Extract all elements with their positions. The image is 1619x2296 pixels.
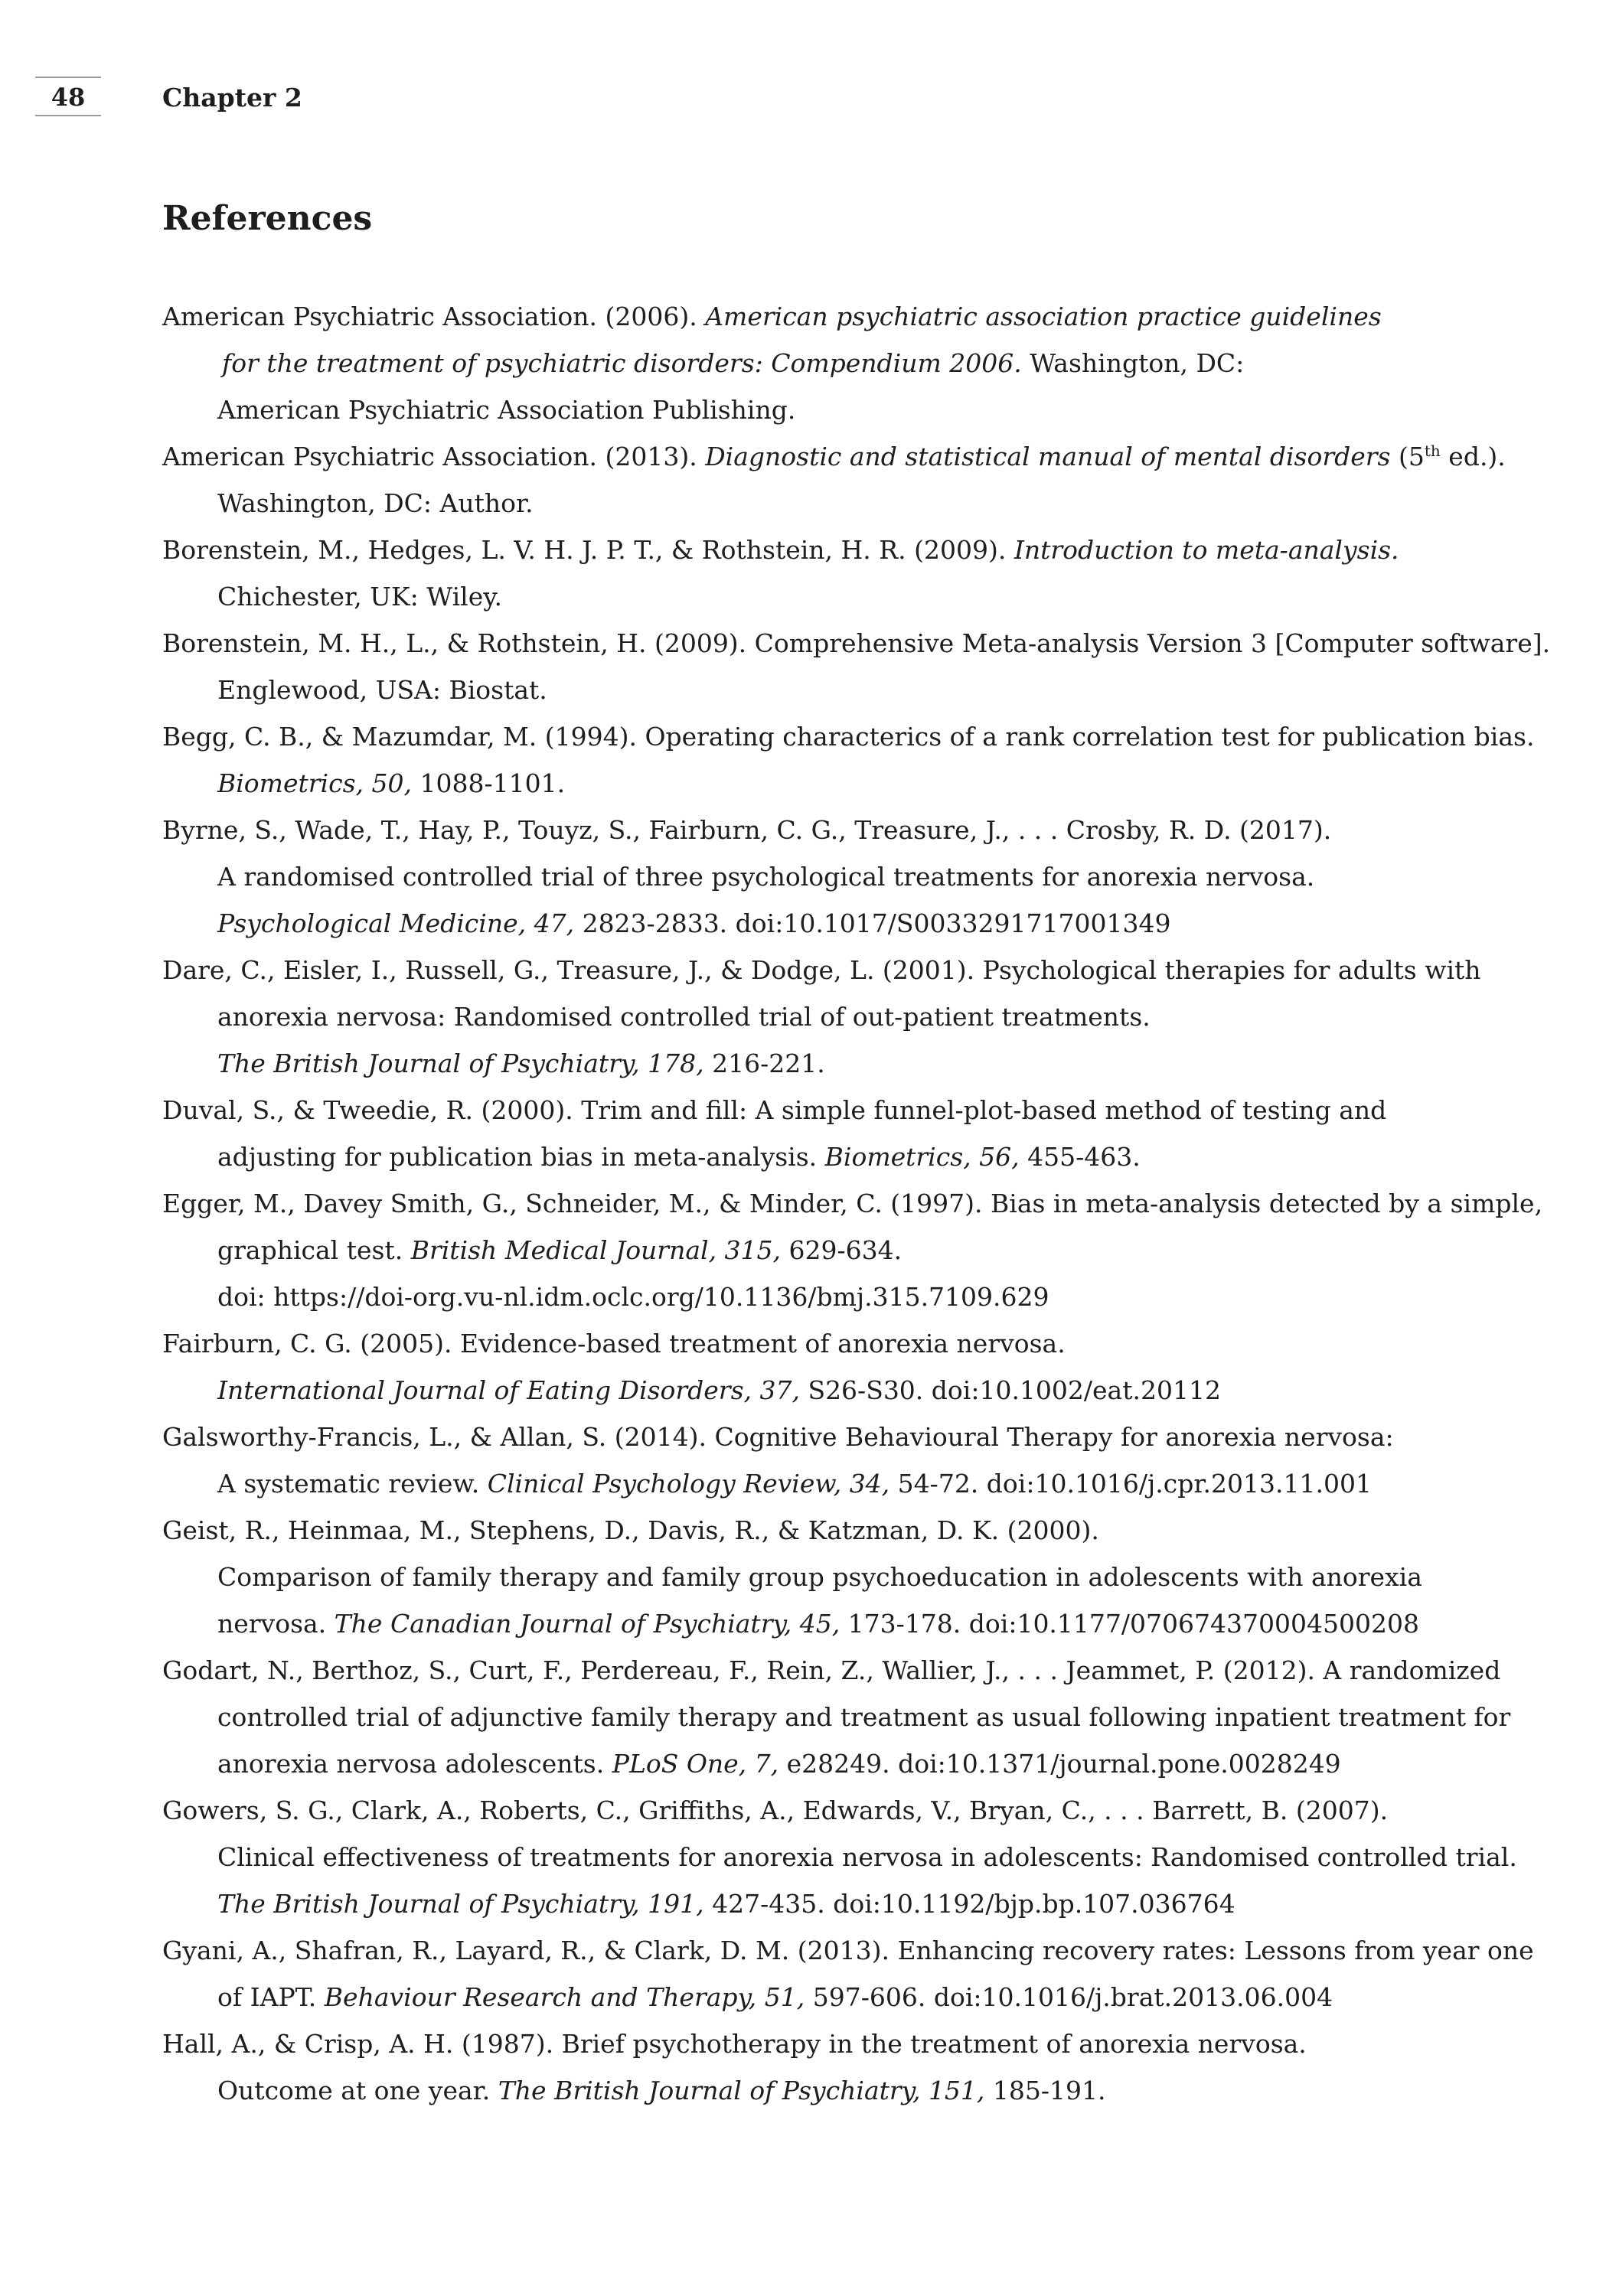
page-number-rule-top [35, 77, 101, 78]
reference-line: Begg, C. B., & Mazumdar, M. (1994). Operating characterics of a rank correlation test for publication bias. [162, 722, 1535, 752]
reference-line: Clinical effectiveness of treatments for anorexia nervosa in adolescents: Randomised controlled trial. [217, 1842, 1517, 1872]
reference-line: controlled trial of adjunctive family therapy and treatment as usual following inpatient treatment for [217, 1702, 1511, 1732]
chapter-label: Chapter 2 [162, 83, 302, 113]
reference-line: The British Journal of Psychiatry, 178, 216-221. [217, 1049, 825, 1078]
reference-line: American Psychiatric Association. (2006). American psychiatric association practice guidelines [162, 302, 1382, 331]
reference-line: Comparison of family therapy and family group psychoeducation in adolescents with anorexia [217, 1562, 1422, 1592]
reference-line: A systematic review. Clinical Psychology Review, 34, 54-72. doi:10.1016/j.cpr.2013.11.001 [217, 1469, 1372, 1499]
reference-line: Geist, R., Heinmaa, M., Stephens, D., Davis, R., & Katzman, D. K. (2000). [162, 1515, 1099, 1545]
reference-line: Outcome at one year. The British Journal of Psychiatry, 151, 185-191. [217, 2076, 1106, 2105]
reference-line: Psychological Medicine, 47, 2823-2833. doi:10.1017/S0033291717001349 [217, 908, 1171, 938]
reference-line: Borenstein, M., Hedges, L. V. H. J. P. T., & Rothstein, H. R. (2009). Introduction to meta-analysis. [162, 535, 1399, 565]
reference-line: Gyani, A., Shafran, R., Layard, R., & Clark, D. M. (2013). Enhancing recovery rates: Lessons from year one [162, 1936, 1534, 1965]
reference-line: International Journal of Eating Disorders, 37, S26-S30. doi:10.1002/eat.20112 [217, 1375, 1221, 1405]
reference-line: Godart, N., Berthoz, S., Curt, F., Perdereau, F., Rein, Z., Wallier, J., . . . Jeammet, P. (2012). A randomized [162, 1655, 1501, 1685]
reference-line: adjusting for publication bias in meta-analysis. Biometrics, 56, 455-463. [217, 1142, 1141, 1172]
reference-line: Fairburn, C. G. (2005). Evidence-based treatment of anorexia nervosa. [162, 1329, 1066, 1358]
reference-line: of IAPT. Behaviour Research and Therapy, 51, 597-606. doi:10.1016/j.brat.2013.06.004 [217, 1982, 1333, 2012]
reference-line: doi: https://doi-org.vu-nl.idm.oclc.org/10.1136/bmj.315.7109.629 [217, 1282, 1049, 1312]
reference-line: Dare, C., Eisler, I., Russell, G., Treasure, J., & Dodge, L. (2001). Psychological therapies for adults with [162, 955, 1481, 985]
page-number: 48 [51, 83, 86, 112]
reference-line: Gowers, S. G., Clark, A., Roberts, C., Griffiths, A., Edwards, V., Bryan, C., . . . Barrett, B. (2007). [162, 1795, 1389, 1825]
section-heading: References [162, 199, 373, 238]
reference-line: Byrne, S., Wade, T., Hay, P., Touyz, S., Fairburn, C. G., Treasure, J., . . . Crosby, R. D. (2017). [162, 815, 1332, 845]
reference-line: Biometrics, 50, 1088-1101. [217, 768, 566, 798]
reference-line: Englewood, USA: Biostat. [217, 675, 547, 705]
reference-line: nervosa. The Canadian Journal of Psychiatry, 45, 173-178. doi:10.1177/070674370004500208 [217, 1609, 1419, 1639]
reference-line: Washington, DC: Author. [217, 488, 534, 518]
reference-line: American Psychiatric Association. (2013). Diagnostic and statistical manual of mental disorders (5th ed.). [162, 442, 1506, 471]
reference-line: for the treatment of psychiatric disorders: Compendium 2006. Washington, DC: [222, 348, 1245, 378]
reference-line: Chichester, UK: Wiley. [217, 582, 502, 612]
page-number-rule-bottom [35, 115, 101, 116]
reference-line: Borenstein, M. H., L., & Rothstein, H. (2009). Comprehensive Meta-analysis Version 3 [Computer software]. [162, 628, 1551, 658]
reference-line: Egger, M., Davey Smith, G., Schneider, M., & Minder, C. (1997). Bias in meta-analysis detected by a simple, [162, 1189, 1543, 1218]
reference-line: Hall, A., & Crisp, A. H. (1987). Brief psychotherapy in the treatment of anorexia nervosa. [162, 2029, 1307, 2059]
reference-line: graphical test. British Medical Journal, 315, 629-634. [217, 1235, 903, 1265]
reference-line: Galsworthy-Francis, L., & Allan, S. (2014). Cognitive Behavioural Therapy for anorexia nervosa: [162, 1422, 1394, 1452]
reference-line: anorexia nervosa: Randomised controlled trial of out-patient treatments. [217, 1002, 1151, 1032]
reference-line: Duval, S., & Tweedie, R. (2000). Trim and fill: A simple funnel-plot-based method of testing and [162, 1095, 1387, 1125]
reference-line: A randomised controlled trial of three psychological treatments for anorexia nervosa. [217, 862, 1315, 892]
reference-line: The British Journal of Psychiatry, 191, 427-435. doi:10.1192/bjp.bp.107.036764 [217, 1889, 1235, 1919]
reference-line: American Psychiatric Association Publishing. [217, 395, 796, 425]
reference-line: anorexia nervosa adolescents. PLoS One, 7, e28249. doi:10.1371/journal.pone.0028249 [217, 1749, 1341, 1779]
